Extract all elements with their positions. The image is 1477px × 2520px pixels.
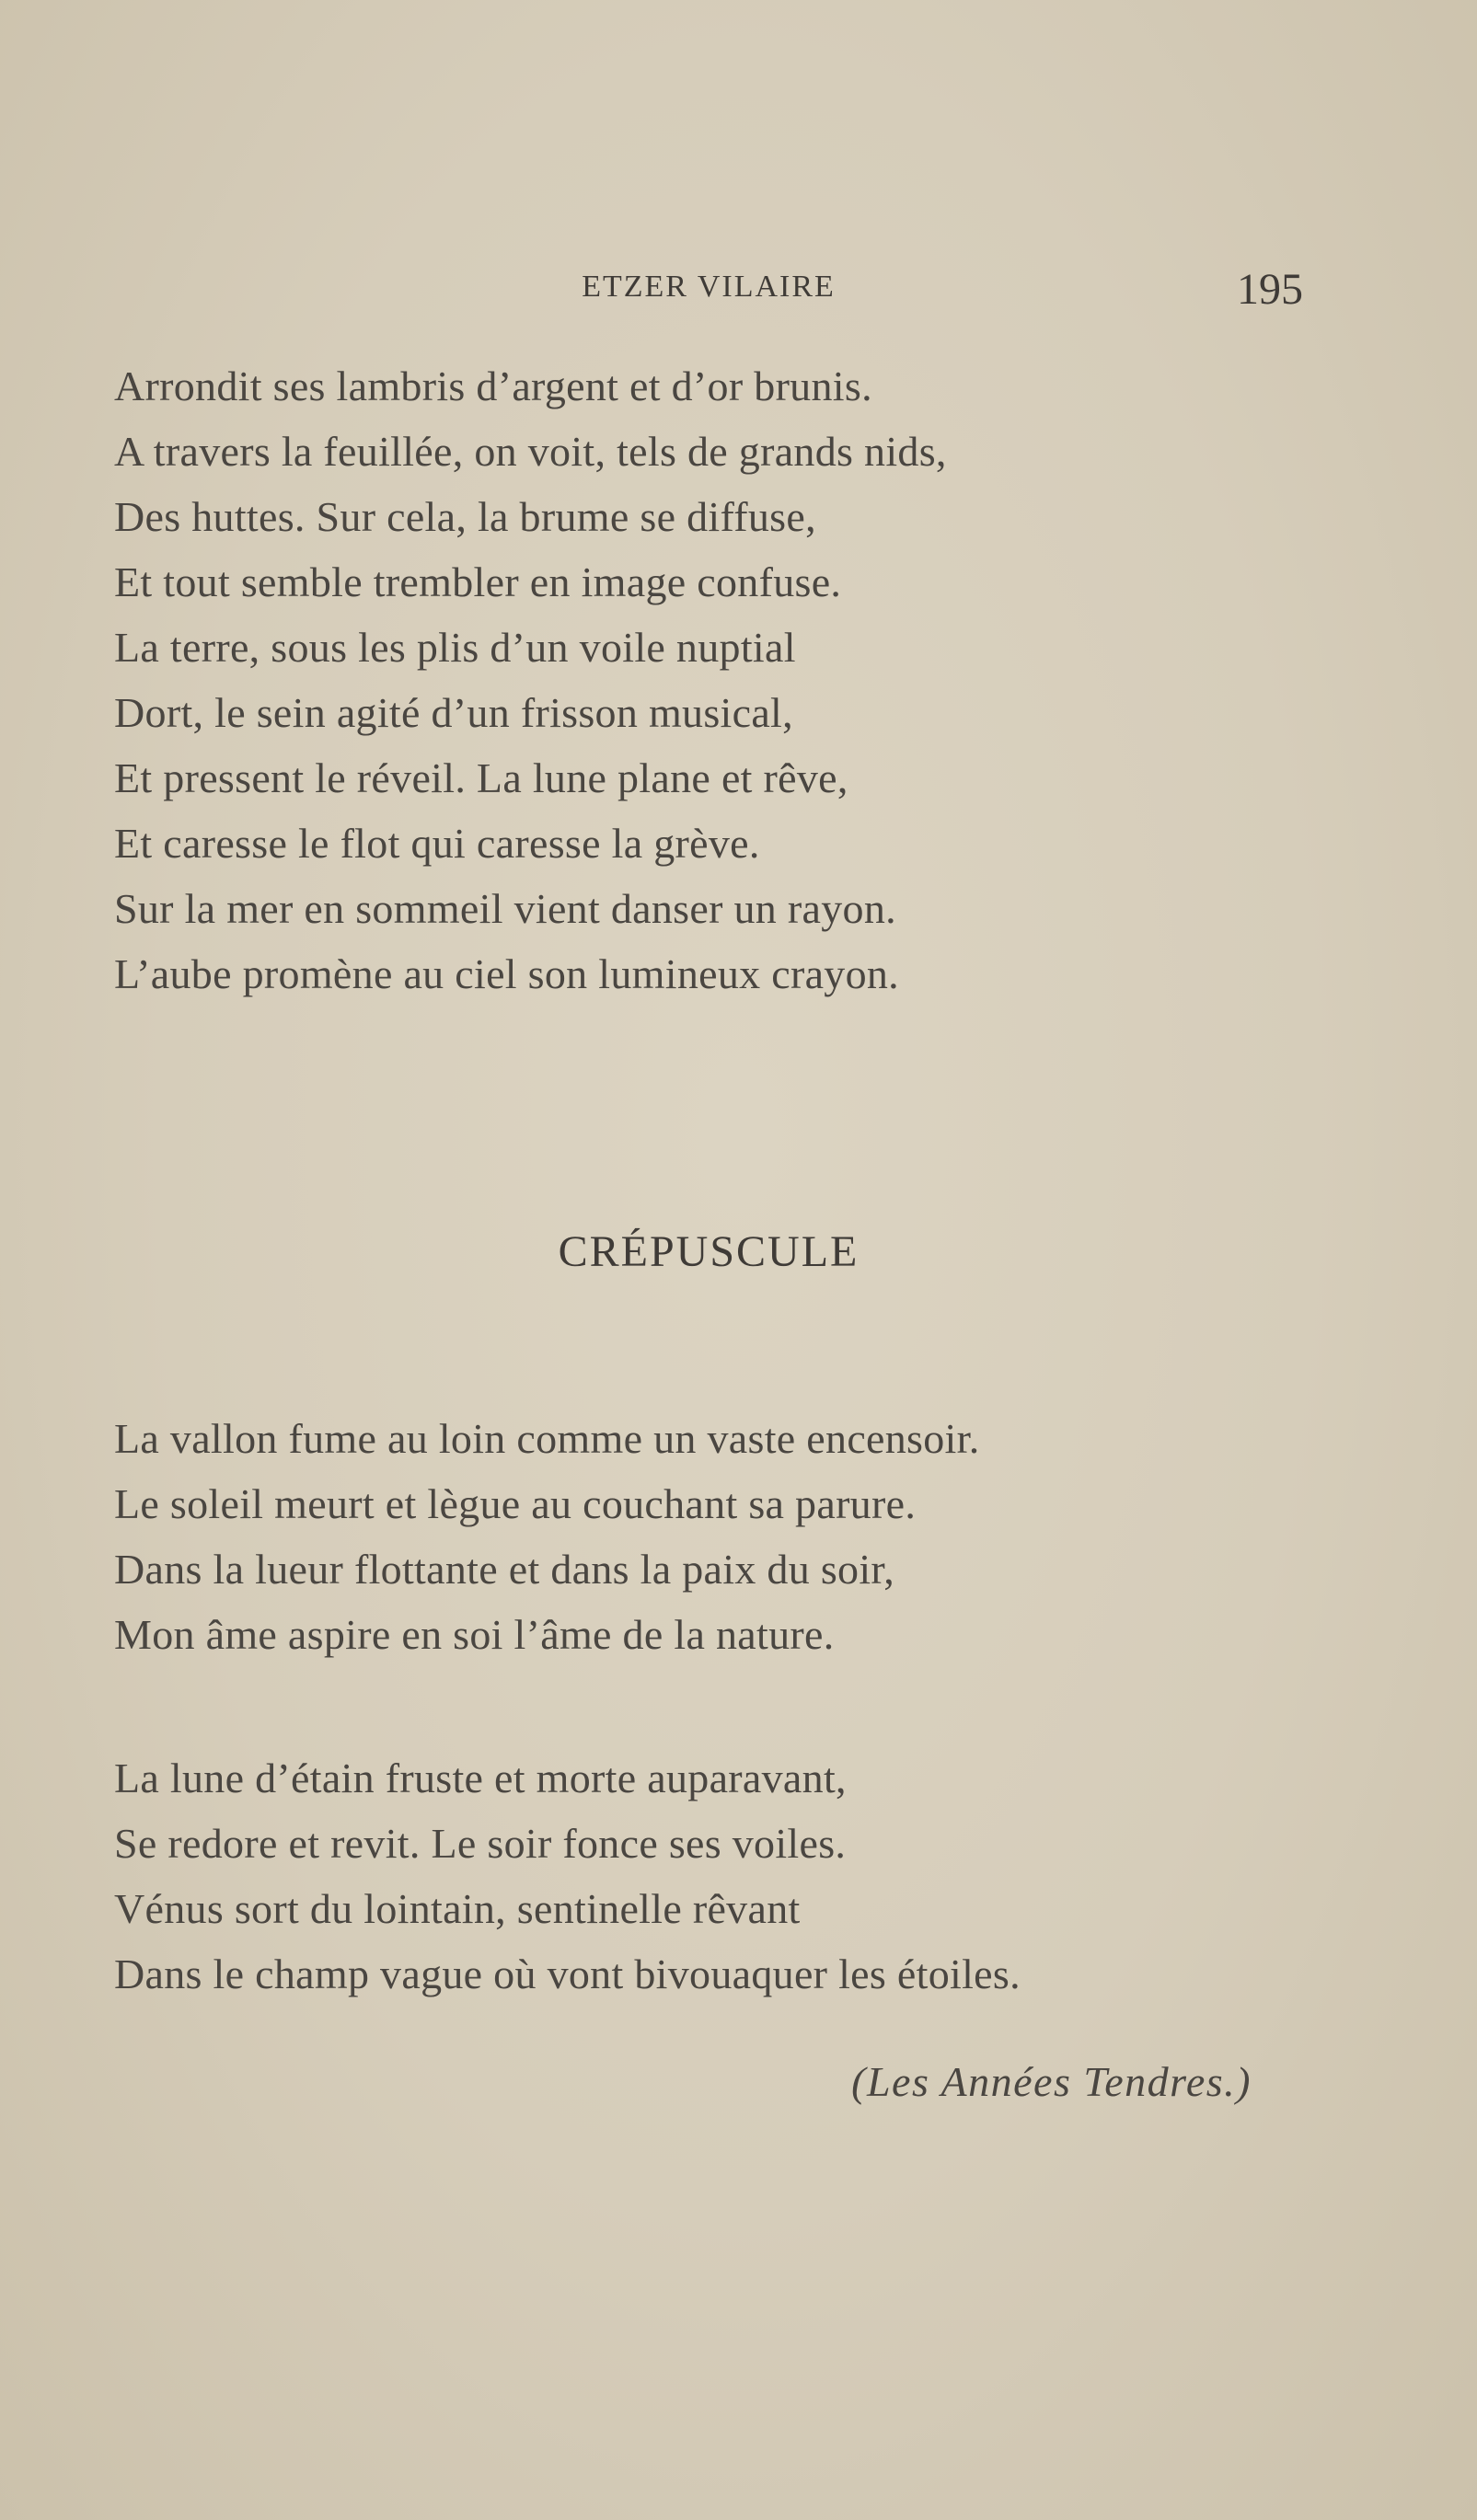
verse-line: Et caresse le flot qui caresse la grève. xyxy=(114,820,760,867)
verse-line: A travers la feuillée, on voit, tels de grands nids, xyxy=(114,428,947,475)
running-header-title: ETZER VILAIRE xyxy=(582,270,836,304)
verse-line: La vallon fume au loin comme un vaste encensoir. xyxy=(114,1415,980,1462)
verse-line: Arrondit ses lambris d’argent et d’or brunis. xyxy=(114,362,872,409)
verse-line: Et tout semble trembler en image confuse. xyxy=(114,558,842,605)
verse-line: Mon âme aspire en soi l’âme de la nature. xyxy=(114,1611,835,1658)
verse-line: Le soleil meurt et lègue au couchant sa parure. xyxy=(114,1480,917,1527)
page-number: 195 xyxy=(1237,265,1303,314)
poem-title: CRÉPUSCULE xyxy=(558,1227,860,1276)
stanza-continued-poem xyxy=(114,353,1310,1007)
verse-line: Dort, le sein agité d’un frisson musical, xyxy=(114,689,793,736)
verse-line: Vénus sort du lointain, sentinelle rêvant xyxy=(114,1885,801,1932)
verse-line: Et pressent le réveil. La lune plane et rêve, xyxy=(114,754,848,801)
verse-line: Dans le champ vague où vont bivouaquer les étoiles. xyxy=(114,1950,1021,1997)
stanza-one xyxy=(114,1406,1310,1667)
verse-line: La lune d’étain fruste et morte auparavant, xyxy=(114,1755,847,1801)
verse-line: Se redore et revit. Le soir fonce ses voiles. xyxy=(114,1820,847,1867)
verse-line: Des huttes. Sur cela, la brume se diffuse, xyxy=(114,493,816,540)
verse-line: L’aube promène au ciel son lumineux crayon. xyxy=(114,950,899,997)
verse-line: La terre, sous les plis d’un voile nuptial xyxy=(114,624,796,671)
verse-line: Sur la mer en sommeil vient danser un rayon. xyxy=(114,885,896,932)
verse-line: Dans la lueur flottante et dans la paix du soir, xyxy=(114,1546,894,1593)
source-citation: (Les Années Tendres.) xyxy=(851,2058,1252,2105)
stanza-two xyxy=(114,1745,1310,2007)
